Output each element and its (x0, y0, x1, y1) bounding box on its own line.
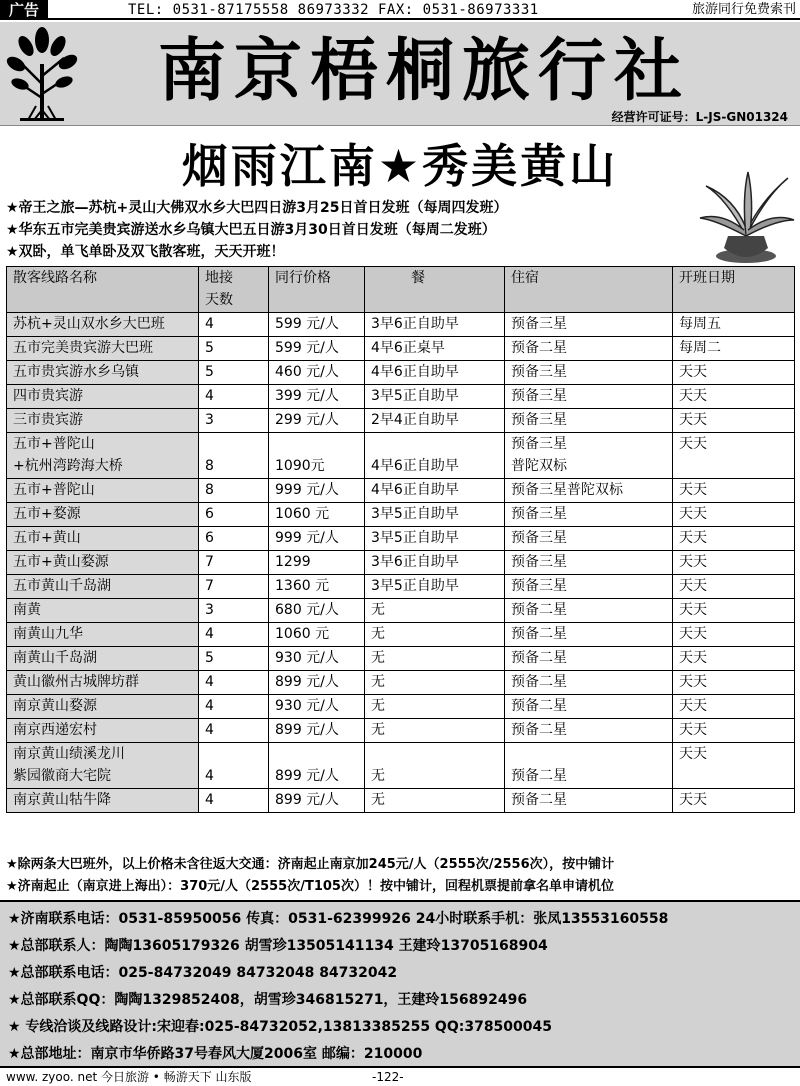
free-catalog-label: 旅游同行免费索刊 (691, 2, 796, 17)
route-price: 1060 元 (269, 503, 365, 527)
route-schedule: 天天 (673, 719, 795, 743)
header-route: 散客线路名称 (7, 267, 199, 313)
route-name: 四市贵宾游 (7, 385, 199, 409)
route-schedule: 天天 (673, 575, 795, 599)
route-schedule: 天天 (673, 479, 795, 503)
table-row (7, 695, 795, 719)
route-name: 苏杭+灵山双水乡大巴班 (7, 313, 199, 337)
tree-logo-icon (6, 24, 78, 122)
route-days: 3 (199, 409, 269, 433)
route-hotel: 预备三星 (505, 385, 673, 409)
route-schedule: 天天 (673, 743, 795, 789)
route-hotel: 预备二星 (505, 599, 673, 623)
hq-qq: ★总部联系QQ：陶陶1329852408，胡雪珍346815271，王建玲156892496 (8, 992, 528, 1008)
route-name: 三市贵宾游 (7, 409, 199, 433)
route-hotel: 预备三星 (505, 361, 673, 385)
hq-contact-persons: ★总部联系人：陶陶13605179326 胡雪珍13505141134 王建玲13705168904 (8, 938, 548, 954)
route-days: 4 (199, 313, 269, 337)
route-meals: 4早6正自助早 (365, 361, 505, 385)
route-schedule: 天天 (673, 503, 795, 527)
route-schedule: 天天 (673, 671, 795, 695)
route-name: 南京黄山牯牛降 (7, 789, 199, 813)
note-line-1: ★除两条大巴班外，以上价格未含往返大交通：济南起止南京加245元/人（2555次/2556次），按中铺计 (6, 857, 615, 872)
table-header-row (7, 267, 795, 313)
brand-banner (0, 22, 800, 126)
table-row (7, 361, 795, 385)
jinan-contact: ★济南联系电话：0531-85950056 传真：0531-62399926 24小时联系手机：张凤13553160558 (8, 911, 669, 927)
route-name: 五市+普陀山 +杭州湾跨海大桥 (7, 433, 199, 479)
route-price: 999 元/人 (269, 479, 365, 503)
route-name: 五市+黄山 (7, 527, 199, 551)
routes-table (6, 266, 795, 813)
route-days: 4 (199, 671, 269, 695)
page-number: -122- (372, 1070, 404, 1084)
route-schedule: 天天 (673, 695, 795, 719)
route-design-contact: ★ 专线洽谈及线路设计:宋迎春:025-84732052,13813385255 QQ:378500045 (8, 1019, 553, 1035)
route-price: 460 元/人 (269, 361, 365, 385)
route-meals: 无 (365, 599, 505, 623)
route-name: 五市+婺源 (7, 503, 199, 527)
route-price: 899 元/人 (269, 743, 365, 789)
route-price: 1060 元 (269, 623, 365, 647)
route-days: 7 (199, 551, 269, 575)
route-hotel: 预备三星普陀双标 (505, 479, 673, 503)
route-name: 五市+普陀山 (7, 479, 199, 503)
hq-address: ★总部地址：南京市华侨路37号春风大厦2006室 邮编：210000 (8, 1046, 423, 1062)
route-meals: 4早6正自助早 (365, 479, 505, 503)
route-hotel: 预备二星 (505, 719, 673, 743)
route-days: 5 (199, 361, 269, 385)
table-row (7, 433, 795, 479)
route-price: 1090元 (269, 433, 365, 479)
header-hotel: 住宿 (505, 267, 673, 313)
table-row (7, 337, 795, 361)
footer-site: www. zyoo. net 今日旅游 • 畅游天下 山东版 (6, 1070, 252, 1084)
headline: 烟雨江南★秀美黄山 (181, 139, 619, 193)
route-schedule: 天天 (673, 409, 795, 433)
route-schedule: 天天 (673, 433, 795, 479)
route-days: 6 (199, 503, 269, 527)
route-meals: 3早5正自助早 (365, 385, 505, 409)
route-days: 4 (199, 789, 269, 813)
route-meals: 无 (365, 719, 505, 743)
hq-phone: ★总部联系电话：025-84732049 84732048 84732042 (8, 965, 398, 981)
route-hotel: 预备二星 (505, 647, 673, 671)
route-hotel: 预备三星 (505, 575, 673, 599)
route-schedule: 天天 (673, 623, 795, 647)
route-schedule: 天天 (673, 385, 795, 409)
route-price: 899 元/人 (269, 789, 365, 813)
route-meals: 3早5正自助早 (365, 527, 505, 551)
table-row (7, 647, 795, 671)
table-row (7, 719, 795, 743)
route-meals: 无 (365, 647, 505, 671)
route-price: 599 元/人 (269, 313, 365, 337)
route-name: 南黄山九华 (7, 623, 199, 647)
table-row (7, 479, 795, 503)
route-price: 899 元/人 (269, 719, 365, 743)
route-meals: 无 (365, 623, 505, 647)
table-row (7, 623, 795, 647)
route-days: 7 (199, 575, 269, 599)
route-days: 4 (199, 743, 269, 789)
route-price: 1299 (269, 551, 365, 575)
table-row (7, 671, 795, 695)
route-meals: 3早6正自助早 (365, 313, 505, 337)
route-price: 299 元/人 (269, 409, 365, 433)
route-days: 4 (199, 695, 269, 719)
route-hotel: 预备三星 (505, 527, 673, 551)
route-hotel: 预备二星 (505, 695, 673, 719)
route-meals: 无 (365, 743, 505, 789)
route-name: 南京黄山绩溪龙川 紫园徽商大宅院 (7, 743, 199, 789)
ad-tag: 广告 (0, 0, 48, 20)
route-schedule: 天天 (673, 551, 795, 575)
table-row (7, 503, 795, 527)
table-row (7, 313, 795, 337)
route-name: 五市贵宾游水乡乌镇 (7, 361, 199, 385)
route-days: 8 (199, 433, 269, 479)
promo-line-1: ★帝王之旅—苏杭+灵山大佛双水乡大巴四日游3月25日首日发班（每周四发班） (6, 200, 508, 216)
table-row (7, 385, 795, 409)
table-row (7, 409, 795, 433)
route-price: 680 元/人 (269, 599, 365, 623)
route-price: 899 元/人 (269, 671, 365, 695)
route-schedule: 天天 (673, 789, 795, 813)
route-price: 399 元/人 (269, 385, 365, 409)
contacts-panel (0, 900, 800, 1066)
route-name: 五市完美贵宾游大巴班 (7, 337, 199, 361)
route-meals: 3早6正自助早 (365, 551, 505, 575)
route-days: 8 (199, 479, 269, 503)
route-days: 4 (199, 623, 269, 647)
header-price: 同行价格 (269, 267, 365, 313)
route-days: 3 (199, 599, 269, 623)
top-bar (0, 0, 800, 20)
route-hotel: 预备三星 (505, 409, 673, 433)
table-row (7, 789, 795, 813)
route-name: 南京西递宏村 (7, 719, 199, 743)
route-price: 930 元/人 (269, 647, 365, 671)
route-name: 五市+黄山婺源 (7, 551, 199, 575)
route-name: 南黄山千岛湖 (7, 647, 199, 671)
route-days: 4 (199, 385, 269, 409)
table-row (7, 527, 795, 551)
table-row (7, 743, 795, 789)
route-hotel: 预备三星 普陀双标 (505, 433, 673, 479)
notes (6, 854, 794, 898)
route-meals: 3早5正自助早 (365, 503, 505, 527)
route-name: 五市黄山千岛湖 (7, 575, 199, 599)
route-hotel: 预备二星 (505, 743, 673, 789)
route-meals: 3早5正自助早 (365, 575, 505, 599)
route-days: 5 (199, 647, 269, 671)
route-meals: 4早6正自助早 (365, 433, 505, 479)
route-price: 1360 元 (269, 575, 365, 599)
flower-icon (696, 168, 796, 266)
promo-line-3: ★双卧，单飞单卧及双飞散客班，天天开班！ (6, 244, 285, 260)
route-price: 599 元/人 (269, 337, 365, 361)
route-hotel: 预备三星 (505, 551, 673, 575)
route-schedule: 天天 (673, 361, 795, 385)
route-hotel: 预备三星 (505, 503, 673, 527)
route-price: 999 元/人 (269, 527, 365, 551)
route-meals: 无 (365, 671, 505, 695)
route-days: 5 (199, 337, 269, 361)
route-name: 南黄 (7, 599, 199, 623)
route-hotel: 预备三星 (505, 313, 673, 337)
route-meals: 无 (365, 789, 505, 813)
top-contact-numbers: TEL: 0531-87175558 86973332 FAX: 0531-86973331 (128, 2, 539, 18)
route-hotel: 预备二星 (505, 337, 673, 361)
header-meals: 餐 (365, 267, 505, 313)
table-row (7, 599, 795, 623)
route-meals: 2早4正自助早 (365, 409, 505, 433)
agency-name: 南京梧桐旅行社 (157, 32, 690, 111)
header-schedule: 开班日期 (673, 267, 795, 313)
route-days: 4 (199, 719, 269, 743)
route-schedule: 天天 (673, 647, 795, 671)
route-days: 6 (199, 527, 269, 551)
route-price: 930 元/人 (269, 695, 365, 719)
promo-line-2: ★华东五市完美贵宾游送水乡乌镇大巴五日游3月30日首日发班（每周二发班） (6, 222, 496, 238)
route-schedule: 天天 (673, 599, 795, 623)
header-days: 地接 天数 (199, 267, 269, 313)
route-schedule: 每周二 (673, 337, 795, 361)
note-line-2: ★济南起止（南京进上海出）：370元/人（2555次/T105次）！按中铺计，回程机票提前拿名单申请机位 (6, 879, 614, 894)
route-hotel: 预备二星 (505, 789, 673, 813)
table-row (7, 575, 795, 599)
license-number: 经营许可证号：L-JS-GN01324 (611, 110, 788, 124)
route-schedule: 天天 (673, 527, 795, 551)
footer (0, 1066, 800, 1086)
route-name: 南京黄山婺源 (7, 695, 199, 719)
route-hotel: 预备二星 (505, 623, 673, 647)
table-row (7, 551, 795, 575)
route-hotel: 预备二星 (505, 671, 673, 695)
route-meals: 无 (365, 695, 505, 719)
route-name: 黄山徽州古城牌坊群 (7, 671, 199, 695)
route-meals: 4早6正桌早 (365, 337, 505, 361)
route-schedule: 每周五 (673, 313, 795, 337)
